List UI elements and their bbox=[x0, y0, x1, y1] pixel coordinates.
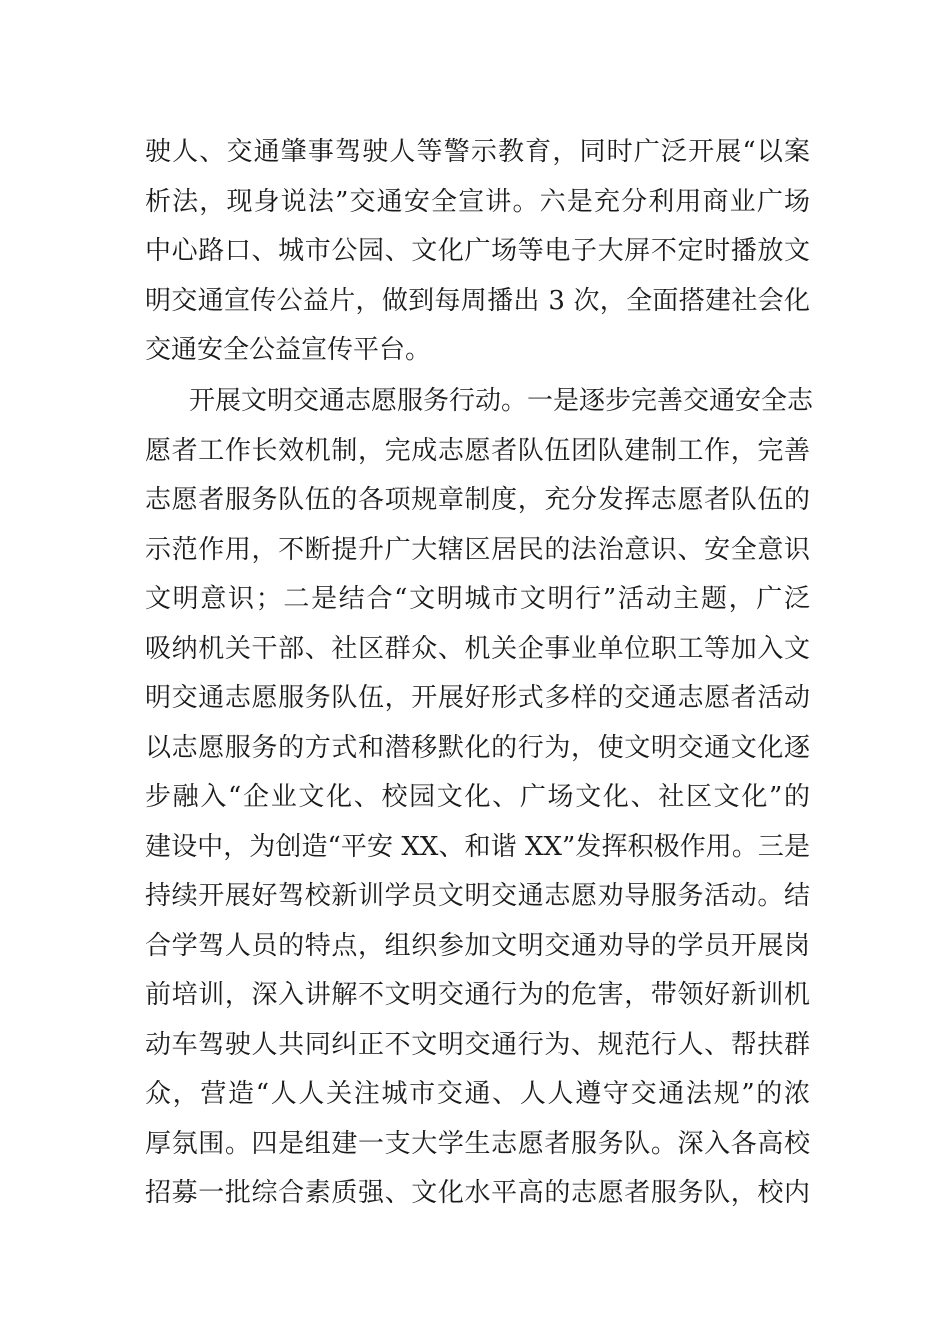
paragraph-line: 以志愿服务的方式和潜移默化的行为，使文明交通文化逐 bbox=[145, 732, 810, 763]
paragraph-1 bbox=[145, 128, 810, 376]
paragraph-line: 示范作用，不断提升广大辖区居民的法治意识、安全意识 bbox=[145, 534, 810, 565]
paragraph-line: 招募一批综合素质强、文化水平高的志愿者服务队，校内 bbox=[145, 1178, 810, 1208]
paragraph-line: 众，营造“人人关注城市交通、人人遵守交通法规”的浓 bbox=[145, 1079, 810, 1109]
paragraph-line: 析法，现身说法”交通安全宣讲。六是充分利用商业广场 bbox=[145, 186, 810, 217]
paragraph-line: 步融入“企业文化、校园文化、广场文化、社区文化”的 bbox=[145, 782, 810, 812]
paragraph-line: 志愿者服务队伍的各项规章制度，充分发挥志愿者队伍的 bbox=[145, 485, 810, 515]
paragraph-line: 交通安全公益宣传平台。 bbox=[145, 335, 432, 365]
paragraph-line: 驶人、交通肇事驾驶人等警示教育，同时广泛开展“以案 bbox=[145, 137, 810, 167]
paragraph-line: 动车驾驶人共同纠正不文明交通行为、规范行人、帮扶群 bbox=[145, 1029, 810, 1060]
paragraph-line: 厚氛围。四是组建一支大学生志愿者服务队。深入各高校 bbox=[145, 1128, 810, 1159]
paragraph-line: 合学驾人员的特点，组织参加文明交通劝导的学员开展岗 bbox=[145, 930, 810, 961]
paragraph-line: 建设中，为创造“平安 XX、和谐 XX”发挥积极作用。三是 bbox=[145, 831, 810, 862]
paragraph-line: 愿者工作长效机制，完成志愿者队伍团队建制工作，完善 bbox=[145, 435, 810, 466]
paragraph-line: 文明意识；二是结合“文明城市文明行”活动主题，广泛 bbox=[145, 584, 810, 614]
paragraph-line: 明交通宣传公益片，做到每周播出 3 次，全面搭建社会化 bbox=[145, 285, 810, 316]
paragraph-line: 持续开展好驾校新训学员文明交通志愿劝导服务活动。结 bbox=[145, 881, 810, 911]
paragraph-line: 中心路口、城市公园、文化广场等电子大屏不定时播放文 bbox=[145, 236, 810, 266]
paragraph-line: 前培训，深入讲解不文明交通行为的危害，带领好新训机 bbox=[145, 980, 810, 1010]
paragraph-line: 明交通志愿服务队伍，开展好形式多样的交通志愿者活动 bbox=[145, 683, 810, 713]
paragraph-line: 吸纳机关干部、社区群众、机关企事业单位职工等加入文 bbox=[145, 633, 810, 664]
paragraph-line: 开展文明交通志愿服务行动。一是逐步完善交通安全志 bbox=[189, 386, 814, 416]
paragraph-2 bbox=[145, 377, 814, 1219]
